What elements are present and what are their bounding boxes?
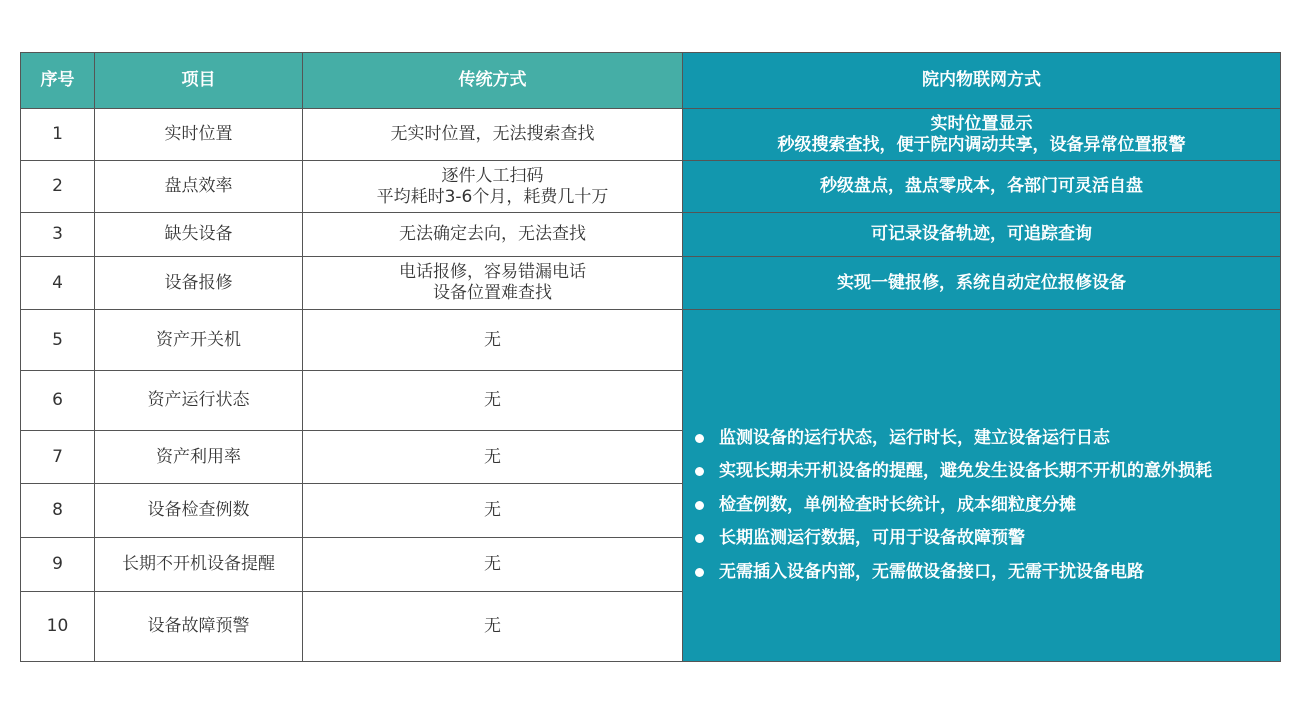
header-item: 项目 xyxy=(95,53,303,109)
bullet-dot-icon xyxy=(695,467,704,476)
iot-line: 秒级搜索查找，便于院内调动共享，设备异常位置报警 xyxy=(777,134,1186,155)
cell-index: 8 xyxy=(21,484,95,538)
cell-traditional xyxy=(303,161,683,213)
cell-index: 3 xyxy=(21,213,95,257)
bullet-dot-icon xyxy=(695,501,704,510)
cell-item: 实时位置 xyxy=(95,109,303,161)
cell-traditional xyxy=(303,109,683,161)
bullet-text: 长期监测运行数据，可用于设备故障预警 xyxy=(719,528,1025,549)
iot-line: 实现一键报修，系统自动定位报修设备 xyxy=(837,272,1126,293)
cell-index: 9 xyxy=(21,538,95,592)
list-item xyxy=(691,455,1276,489)
cell-traditional: 无 xyxy=(303,592,683,662)
cell-iot-merged xyxy=(683,310,1281,662)
cell-traditional: 无 xyxy=(303,371,683,431)
list-item xyxy=(691,422,1276,456)
cell-iot xyxy=(683,257,1281,310)
header-index: 序号 xyxy=(21,53,95,109)
bullet-text: 监测设备的运行状态，运行时长，建立设备运行日志 xyxy=(719,427,1110,448)
cell-index: 7 xyxy=(21,431,95,484)
bullet-dot-icon xyxy=(695,568,704,577)
cell-item: 资产运行状态 xyxy=(95,371,303,431)
iot-bullet-list xyxy=(691,422,1276,590)
cell-item: 资产开关机 xyxy=(95,310,303,371)
cell-traditional: 无 xyxy=(303,538,683,592)
traditional-line: 设备位置难查找 xyxy=(433,283,552,303)
cell-index: 10 xyxy=(21,592,95,662)
cell-index: 2 xyxy=(21,161,95,213)
comparison-table xyxy=(20,52,1281,662)
bullet-text: 实现长期未开机设备的提醒，避免发生设备长期不开机的意外损耗 xyxy=(719,461,1212,482)
cell-traditional xyxy=(303,213,683,257)
bullet-text: 无需插入设备内部，无需做设备接口，无需干扰设备电路 xyxy=(719,561,1144,582)
table-row xyxy=(21,310,1281,371)
iot-line: 可记录设备轨迹，可追踪查询 xyxy=(871,224,1092,244)
cell-traditional xyxy=(303,257,683,310)
cell-index: 4 xyxy=(21,257,95,310)
table-row xyxy=(21,257,1281,310)
list-item xyxy=(691,522,1276,556)
cell-item: 资产利用率 xyxy=(95,431,303,484)
header-iot: 院内物联网方式 xyxy=(683,53,1281,109)
cell-item: 设备检查例数 xyxy=(95,484,303,538)
table-row xyxy=(21,109,1281,161)
cell-iot xyxy=(683,109,1281,161)
cell-index: 1 xyxy=(21,109,95,161)
cell-item: 盘点效率 xyxy=(95,161,303,213)
cell-iot xyxy=(683,213,1281,257)
bullet-dot-icon xyxy=(695,534,704,543)
cell-item: 长期不开机设备提醒 xyxy=(95,538,303,592)
bullet-text: 检查例数，单例检查时长统计，成本细粒度分摊 xyxy=(719,494,1076,515)
header-row xyxy=(21,53,1281,109)
traditional-line: 无实时位置，无法搜索查找 xyxy=(390,124,595,144)
cell-index: 6 xyxy=(21,371,95,431)
traditional-line: 逐件人工扫码 xyxy=(441,165,544,186)
traditional-line: 电话报修，容易错漏电话 xyxy=(399,262,586,282)
table-row xyxy=(21,161,1281,213)
traditional-line: 无法确定去向，无法查找 xyxy=(399,224,586,244)
cell-traditional: 无 xyxy=(303,484,683,538)
cell-item: 缺失设备 xyxy=(95,213,303,257)
cell-iot xyxy=(683,161,1281,213)
cell-item: 设备故障预警 xyxy=(95,592,303,662)
cell-traditional: 无 xyxy=(303,431,683,484)
bullet-dot-icon xyxy=(695,434,704,443)
iot-line: 实时位置显示 xyxy=(930,113,1033,134)
iot-line: 秒级盘点，盘点零成本，各部门可灵活自盘 xyxy=(820,176,1143,196)
header-traditional: 传统方式 xyxy=(303,53,683,109)
list-item xyxy=(691,556,1276,590)
cell-index: 5 xyxy=(21,310,95,371)
list-item xyxy=(691,489,1276,523)
table-row xyxy=(21,213,1281,257)
cell-traditional: 无 xyxy=(303,310,683,371)
traditional-line: 平均耗时3-6个月，耗费几十万 xyxy=(376,186,609,207)
cell-item: 设备报修 xyxy=(95,257,303,310)
